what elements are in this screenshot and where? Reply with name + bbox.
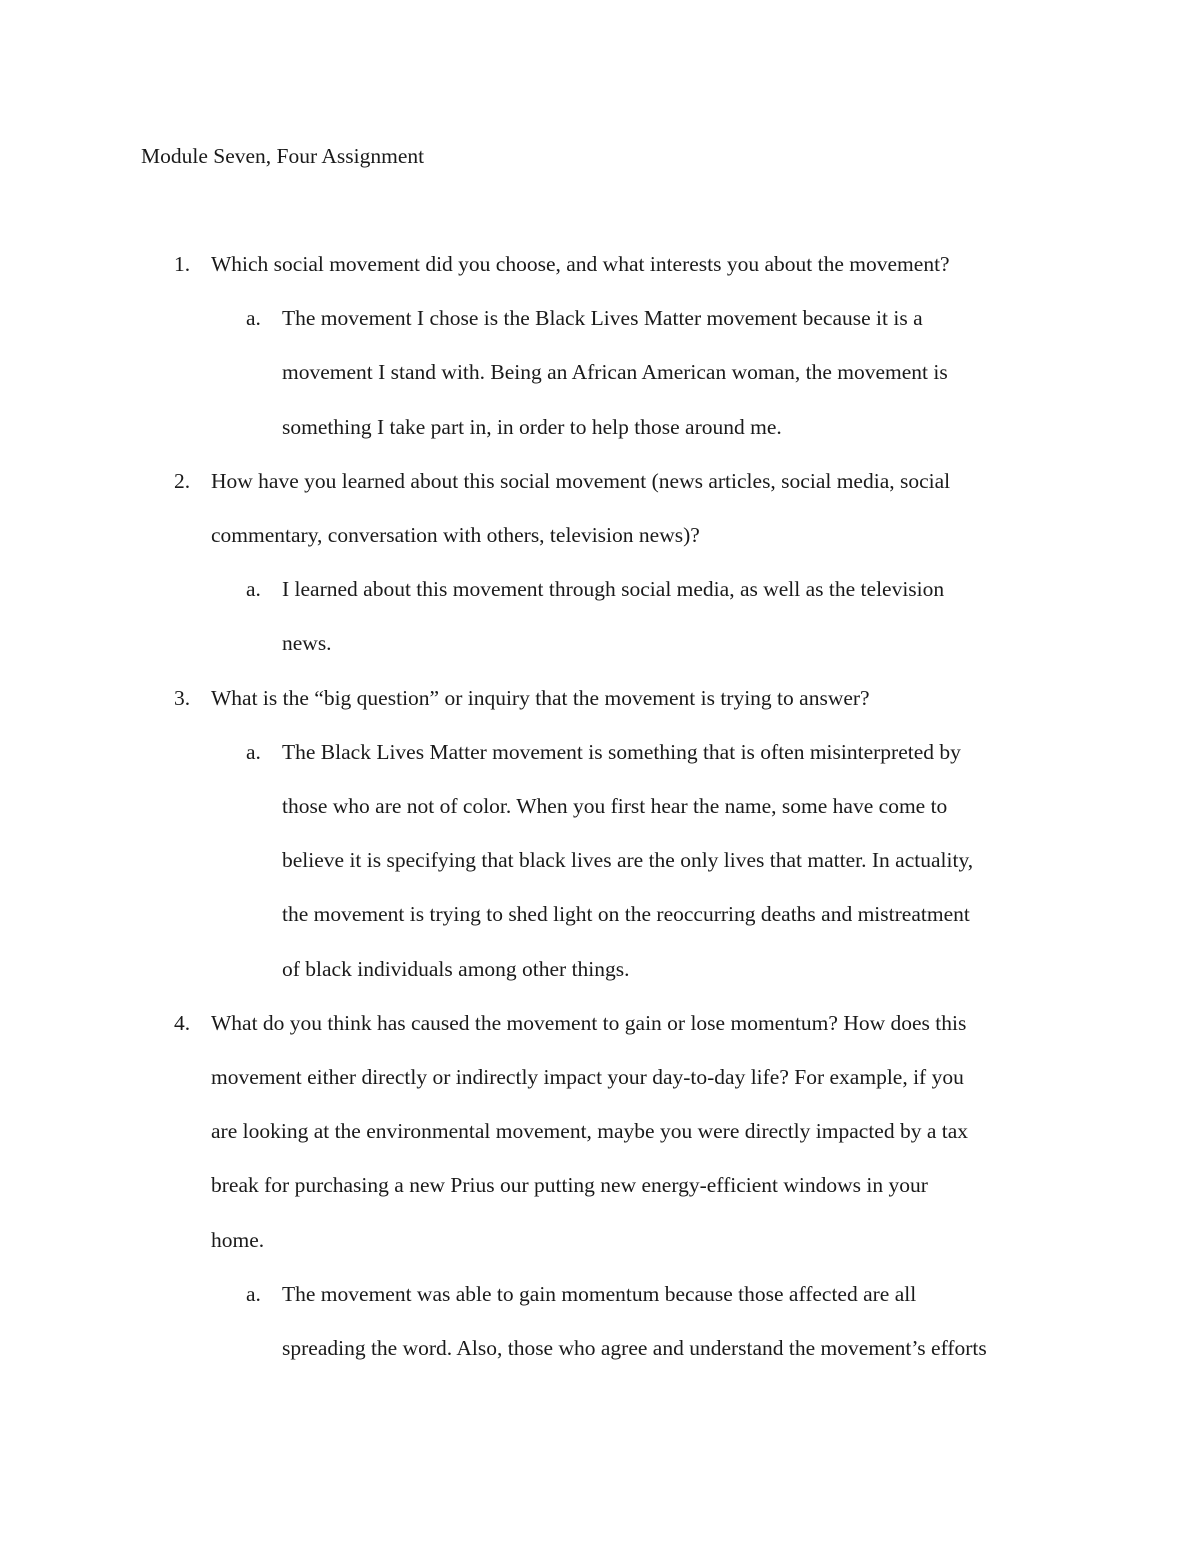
answer-marker: a. [246, 739, 261, 764]
question-text-line: What do you think has caused the movement to gain or lose momentum? How does this [211, 1010, 967, 1035]
question-text-line: Which social movement did you choose, and what interests you about the movement? [211, 252, 950, 276]
answer-text-line: spreading the word. Also, those who agree and understand the movement’s efforts [282, 1336, 987, 1360]
question-number: 1. [174, 252, 191, 276]
answer-marker: a. [246, 1281, 261, 1306]
question-text-line: movement either directly or indirectly impact your day-to-day life? For example, if you [211, 1065, 964, 1089]
answer-text-line: I learned about this movement through social media, as well as the television [282, 577, 945, 602]
answer-text-line: those who are not of color. When you first hear the name, some have come to [282, 794, 948, 818]
document-title: Module Seven, Four Assignment [141, 144, 425, 168]
answer-text-line: The movement was able to gain momentum because those affected are all [282, 1281, 917, 1306]
question-text-line: break for purchasing a new Prius our putting new energy-efficient windows in your [211, 1173, 928, 1198]
answer-text-line: movement I stand with. Being an African American woman, the movement is [282, 360, 948, 385]
answer-text-line: news. [282, 631, 332, 656]
answer-text-line: The movement I chose is the Black Lives Matter movement because it is a [282, 306, 923, 331]
answer-text-line: the movement is trying to shed light on the reoccurring deaths and mistreatment [282, 902, 970, 927]
question-number: 3. [174, 685, 191, 710]
question-number: 4. [174, 1010, 191, 1035]
question-text-line: home. [211, 1227, 265, 1252]
answer-marker: a. [246, 306, 261, 331]
question-text-line: are looking at the environmental movement, maybe you were directly impacted by a tax [211, 1119, 969, 1144]
answer-text-line: of black individuals among other things. [282, 956, 630, 981]
answer-text-line: believe it is specifying that black lives are the only lives that matter. In actuality, [282, 848, 974, 873]
question-text-line: How have you learned about this social movement (news articles, social media, social [211, 468, 951, 493]
answer-text-line: something I take part in, in order to help those around me. [282, 414, 782, 439]
answer-text-line: The Black Lives Matter movement is something that is often misinterpreted by [282, 739, 961, 764]
answer-marker: a. [246, 577, 261, 602]
question-text-line: commentary, conversation with others, television news)? [211, 523, 700, 547]
question-number: 2. [174, 468, 191, 493]
question-text-line: What is the “big question” or inquiry that the movement is trying to answer? [211, 685, 870, 710]
